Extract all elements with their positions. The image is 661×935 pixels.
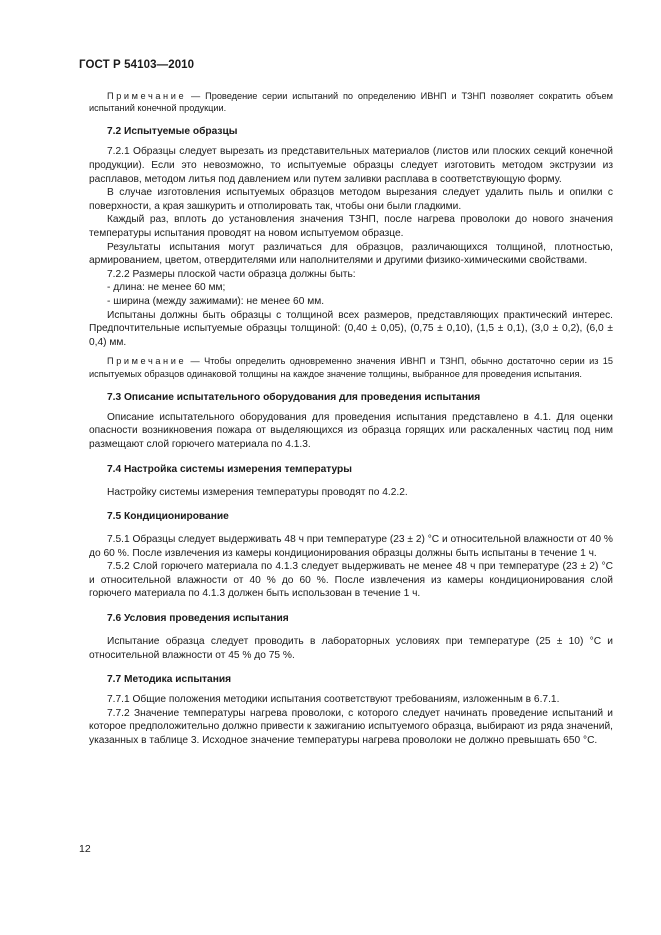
note-2-label: Примечание (107, 356, 187, 367)
section-7-4-heading: 7.4 Настройка системы измерения температуры (107, 463, 352, 475)
paragraph-cutting: В случае изготовления испытуемых образцов методом вырезания следует удалить пыль и опилки с поверхности, а края зашкурить и отполировать так, чтобы они были гладкими. (89, 187, 613, 212)
paragraph-thickness: Испытаны должны быть образцы с толщиной всех размеров, представляющих практический интерес. Предпочтительные испытуемые образцы толщиной: (0,40 ± 0,05), (0,75 ± 0,10), (1,5 ± 0,1), (3,0 ± 0,2), (6,0 ± 0,4) мм. (89, 309, 613, 348)
paragraph-7-5-2: 7.5.2 Слой горючего материала по 4.1.3 следует выдерживать не менее 48 ч при температуре (23 ± 2) °С и относительной влажности от 40 % до 60 %. После извлечения из камеры кондиционирования слой горючего материала по 4.1.3 должен быть использован в течение 1 ч. (89, 561, 613, 600)
note-1-text: — Проведение серии испытаний по определению ИВНП и ТЗНП позволяет сократить объем испытаний конечной продукции. (89, 91, 613, 114)
note-2-text: — Чтобы определить одновременно значения ИВНП и ТЗНП, обычно достаточно серии из 15 испытуемых образцов одинаковой толщины на каждое значение толщины, выбранное для проведения испытания. (89, 356, 613, 379)
note-1-label: Примечание (107, 91, 187, 101)
paragraph-results: Результаты испытания могут различаться для образцов, различающихся толщиной, плотностью, армированием, цветом, отвердителями или наполнителями и другими физико-химическими свойствами. (89, 241, 613, 267)
paragraph-7-2-1: 7.2.1 Образцы следует вырезать из представительных материалов (листов или плоских секций конечной продукции). Если это невозможно, то испытуемые образцы следует изготовить методом экструзии из расплавов, методом литья под давлением или путем заливки расплава в соответствующую форму. (89, 146, 613, 185)
document-body (89, 90, 613, 748)
section-7-6-heading: 7.6 Условия проведения испытания (107, 613, 289, 625)
paragraph-7-7-2: 7.7.2 Значение температуры нагрева проволоки, с которого следует начинать проведение испытаний и которое предположительно должно привести к зажиганию испытуемого образца, выбирают из ряда значений, указанных в таблице 3. Исходное значение температуры нагрева проволоки не должно превышать 650 °С. (89, 707, 613, 747)
section-7-3-heading: 7.3 Описание испытательного оборудования для проведения испытания (107, 391, 481, 403)
paragraph-7-3: Описание испытательного оборудования для проведения испытания представлено в 4.1. Для оценки опасности возникновения пожара от выделяющихся из образца горящих или раскаленных частиц под ним размещают слой горючего материала по 4.1.3. (89, 411, 613, 450)
paragraph-7-6: Испытание образца следует проводить в лабораторных условиях при температуре (25 ± 10) °С и относительной влажности от 45 % до 75 %. (89, 636, 613, 661)
list-item-width: - ширина (между зажимами): не менее 60 мм. (107, 295, 325, 307)
paragraph-7-2-2: 7.2.2 Размеры плоской части образца должны быть: (107, 268, 356, 280)
section-7-2-heading: 7.2 Испытуемые образцы (107, 126, 238, 138)
note-2 (89, 355, 613, 379)
section-7-7-heading: 7.7 Методика испытания (107, 674, 232, 686)
note-1 (89, 90, 613, 114)
paragraph-new-sample: Каждый раз, вплоть до установления значения ТЗНП, после нагрева проволоки до нового значения температуры испытания проводят на новом испытуемом образце. (89, 214, 613, 239)
page-number: 12 (79, 843, 91, 855)
list-item-length: - длина: не менее 60 мм; (107, 282, 226, 294)
paragraph-7-7-1: 7.7.1 Общие положения методики испытания соответствуют требованиям, изложенным в 6.7.1. (107, 694, 560, 706)
section-7-5-heading: 7.5 Кондиционирование (107, 511, 229, 523)
paragraph-7-5-1: 7.5.1 Образцы следует выдерживать 48 ч при температуре (23 ± 2) °С и относительной влажности от 40 % до 60 %. После извлечения из камеры кондиционирования образцы должны быть испытаны в течение 1 ч. (89, 534, 613, 559)
paragraph-7-4: Настройку системы измерения температуры проводят по 4.2.2. (107, 486, 408, 498)
document-header: ГОСТ Р 54103—2010 (79, 59, 195, 71)
